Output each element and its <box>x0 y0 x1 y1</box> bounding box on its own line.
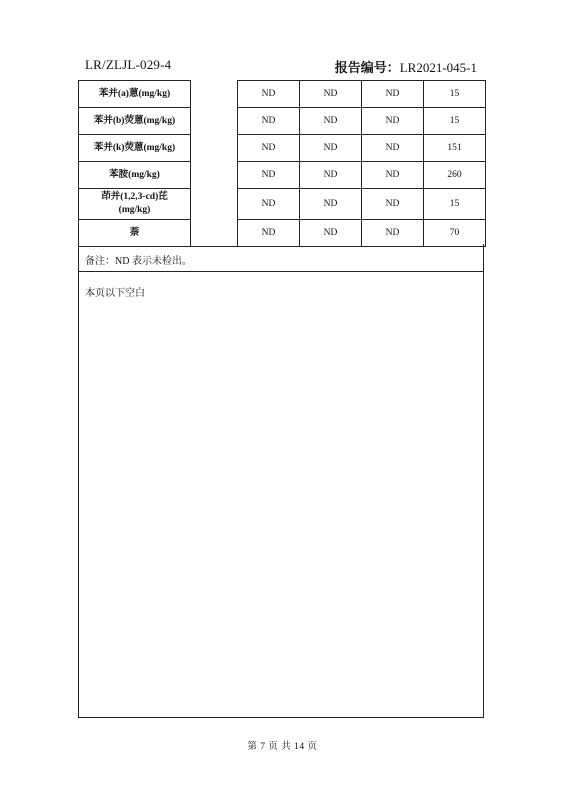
pollutant-name <box>79 189 191 220</box>
table-row <box>79 162 486 189</box>
merged-blank-cell <box>191 81 238 247</box>
blank-page-notice: 本页以下空白 <box>85 288 145 299</box>
pollutant-name: 萘 <box>79 220 191 247</box>
report-number <box>335 57 477 76</box>
result-cell: ND <box>362 189 424 220</box>
result-cell: ND <box>362 162 424 189</box>
result-cell: ND <box>362 135 424 162</box>
result-cell: ND <box>238 220 300 247</box>
result-cell: ND <box>300 189 362 220</box>
result-cell: ND <box>238 135 300 162</box>
table-row <box>79 81 486 108</box>
limit-cell: 260 <box>424 162 486 189</box>
limit-cell: 70 <box>424 220 486 247</box>
result-cell: ND <box>362 220 424 247</box>
result-cell: ND <box>362 108 424 135</box>
limit-cell: 15 <box>424 108 486 135</box>
result-cell: ND <box>300 108 362 135</box>
result-cell: ND <box>238 162 300 189</box>
pollutant-name-unit: (mg/kg) <box>118 205 151 215</box>
report-number-value: LR2021-045-1 <box>399 60 477 75</box>
result-cell: ND <box>238 81 300 108</box>
limit-cell: 151 <box>424 135 486 162</box>
page-footer: 第 7 页 共 14 页 <box>247 742 318 752</box>
remarks-box <box>78 244 484 272</box>
result-cell: ND <box>238 108 300 135</box>
table-row <box>79 220 486 247</box>
result-cell: ND <box>300 81 362 108</box>
pollutant-name-line: 茚并(1,2,3-cd)芘 <box>101 192 168 202</box>
report-number-label: 报告编号： <box>334 60 400 75</box>
pollutant-name: 苯并(k)荧蒽(mg/kg) <box>79 135 191 162</box>
result-cell: ND <box>362 81 424 108</box>
remarks-text: 备注：ND 表示未检出。 <box>85 256 192 267</box>
table-row <box>79 108 486 135</box>
limit-cell: 15 <box>424 189 486 220</box>
result-cell: ND <box>238 189 300 220</box>
pollutant-name: 苯胺(mg/kg) <box>79 162 191 189</box>
table-row <box>79 189 486 220</box>
result-cell: ND <box>300 162 362 189</box>
result-cell: ND <box>300 220 362 247</box>
pollutant-name: 苯并(b)荧蒽(mg/kg) <box>79 108 191 135</box>
results-table <box>78 80 486 247</box>
pollutant-name: 苯并(a)蒽(mg/kg) <box>79 81 191 108</box>
result-cell: ND <box>300 135 362 162</box>
limit-cell: 15 <box>424 81 486 108</box>
blank-area-box <box>78 271 484 718</box>
document-code: LR/ZLJL-029-4 <box>85 57 172 72</box>
table-row <box>79 135 486 162</box>
